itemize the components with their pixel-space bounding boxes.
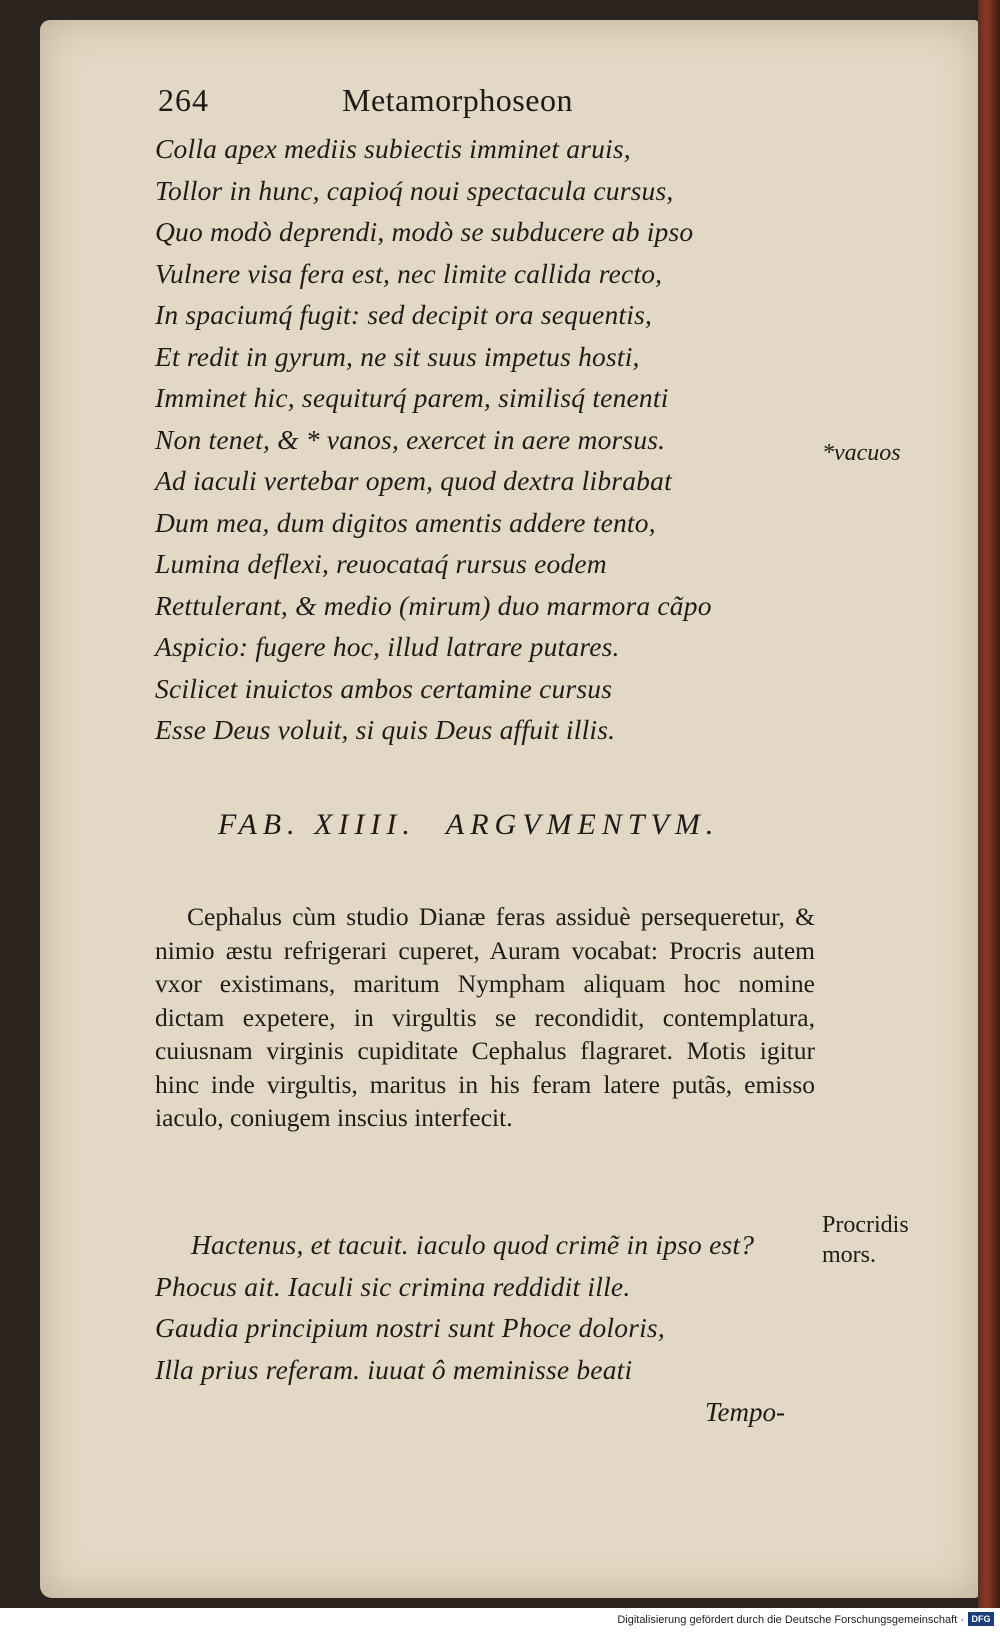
verse-line: Rettulerant, & medio (mirum) duo marmora cãpo [155, 589, 712, 621]
verse-line: Vulnere visa fera est, nec limite callida recto, [155, 257, 663, 289]
verse-line: Quo modò deprendi, modò se subducere ab ipso [155, 216, 694, 247]
margin-note-gloss: *vacuos [822, 440, 901, 466]
footer-credit: Digitalisierung gefördert durch die Deutsche Forschungsgemeinschaft · [617, 1614, 964, 1626]
argument-text: Cephalus cùm studio Dianæ feras assiduè persequeretur, & nimio æstu refrigerari cuperet, Auram vocabat: Procris autem vxor existimans, maritum Nympham aliquam hoc nomine dictam expetere, in virgultis se recondidit, contemplatura, cuiusnam virginis cupiditate Cephalus flagraret. Motis igitur hinc inde virgultis, maritus in his feram latere putãs, emisso iaculo, coniugem inscius interfecit. [155, 902, 815, 1132]
verse-block-top [155, 128, 835, 751]
verse-line: Illa prius referam. iuuat ô meminisse beati [155, 1353, 633, 1385]
argument-label: ARGVMENTVM. [445, 808, 720, 841]
dfg-logo-icon: DFG [968, 1612, 994, 1626]
running-title: Metamorphoseon [342, 82, 573, 118]
book-edge [978, 0, 1000, 1608]
verse-line: In spaciumq́ fugit: sed decipit ora sequentis, [155, 299, 653, 330]
verse-line: Hactenus, et tacuit. iaculo quod crimẽ in ipso est? [191, 1229, 755, 1260]
verse-block-bottom [155, 1224, 835, 1390]
verse-line: Et redit in gyrum, ne sit suus impetus hosti, [155, 340, 640, 372]
verse-line: Lumina deflexi, reuocataq́ rursus eodem [155, 548, 607, 579]
verse-line: Gaudia principium nostri sunt Phoce doloris, [155, 1312, 665, 1343]
verse-line: Non tenet, & * vanos, exercet in aere morsus. [155, 423, 666, 455]
verse-line: Colla apex mediis subiectis imminet aruis, [155, 133, 631, 164]
catchword: Tempo- [705, 1397, 786, 1427]
verse-line: Scilicet inuictos ambos certamine cursus [155, 672, 613, 704]
verse-line: Phocus ait. Iaculi sic crimina reddidit ille. [155, 1270, 631, 1302]
verse-line: Imminet hic, sequiturq́ parem, similisq́ tenenti [155, 382, 669, 413]
argument-paragraph [155, 900, 815, 1135]
margin-note-line: Procridis [822, 1212, 909, 1238]
verse-line: Tollor in hunc, capioq́ noui spectacula cursus, [155, 174, 674, 206]
page-number: 264 [158, 82, 209, 118]
margin-note-procris [822, 1210, 909, 1270]
verse-line: Esse Deus voluit, si quis Deus affuit illis. [155, 714, 616, 745]
verse-line: Dum mea, dum digitos amentis addere tento, [155, 506, 656, 538]
margin-note-line: mors. [822, 1242, 876, 1268]
verse-line: Aspicio: fugere hoc, illud latrare putares. [155, 631, 620, 662]
page-header [158, 82, 798, 122]
verse-line: Ad iaculi vertebar opem, quod dextra librabat [155, 465, 672, 496]
fable-number: FAB. XIIII. [218, 808, 416, 841]
fable-heading [218, 808, 719, 842]
